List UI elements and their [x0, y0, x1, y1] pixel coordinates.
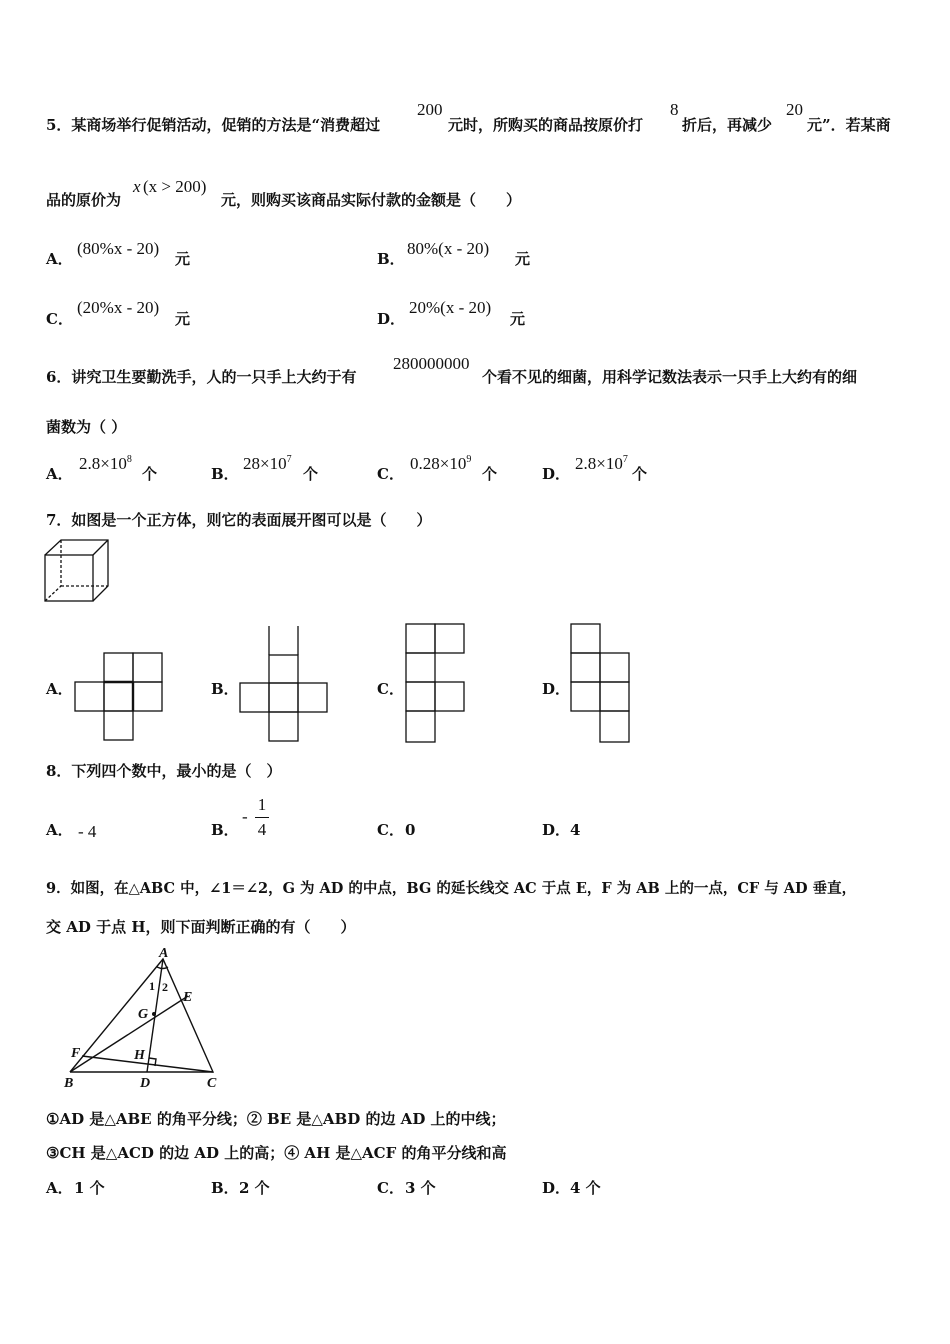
q7-net-b[interactable] — [239, 625, 329, 743]
q5-text-d: 元”．若某商 — [807, 116, 891, 134]
q7-question: 7．如图是一个正方体，则它的表面展开图可以是（ ） — [46, 511, 432, 529]
q5-option-a-label: A． — [46, 250, 73, 268]
q9-option-b-label: B． — [211, 1179, 239, 1197]
q8-option-b-den: 4 — [257, 820, 267, 839]
triangle-figure — [62, 944, 232, 1092]
q5-option-c-label: C． — [46, 310, 73, 328]
q9-option-c-label: C． — [377, 1179, 404, 1197]
q6-option-a-exp: 8 — [126, 454, 132, 465]
q6-option-b-unit: 个 — [303, 465, 319, 483]
fig-label-a: A — [159, 946, 169, 961]
q6-text-b: 个看不见的细菌，用科学记数法表示一只手上大约有的细 — [482, 368, 858, 386]
q6-option-c-base: 0.28×10 — [410, 454, 467, 473]
q7-option-a-label[interactable]: A． — [46, 680, 73, 698]
q9-statement-1: ①AD 是△ABE 的角平分线；② BE 是△ABD 的边 AD 上的中线； — [46, 1110, 506, 1128]
q8-option-c-label: C． — [377, 821, 404, 839]
q5-num-8: 8 — [670, 100, 679, 119]
q5-line2-a: 品的原价为 — [46, 191, 122, 209]
q5-option-c-expr: (20%x - 20) — [77, 298, 160, 317]
q6-text-a: 6．讲究卫生要勤洗手，人的一只手上大约于有 — [46, 368, 357, 386]
q6-option-a-base: 2.8×10 — [79, 454, 127, 473]
fig-label-f: F — [71, 1046, 81, 1061]
q5-num-200: 200 — [417, 100, 443, 119]
q7-option-b-label[interactable]: B． — [211, 680, 239, 698]
q8-option-d-value: 4 — [570, 821, 581, 839]
q5-text-b: 元时，所购买的商品按原价打 — [448, 116, 644, 134]
q7-net-a[interactable] — [74, 652, 164, 744]
q5-option-b-expr: 80%(x - 20) — [407, 239, 490, 258]
q6-number: 280000000 — [393, 354, 470, 373]
q6-line2: 菌数为（ ） — [46, 418, 127, 436]
q9-option-b-value: 2 个 — [239, 1179, 270, 1197]
q7-net-d[interactable] — [570, 623, 632, 745]
q9-option-d-label: D． — [542, 1179, 571, 1197]
q5-option-a-expr: (80%x - 20) — [77, 239, 160, 258]
q6-option-c-label: C． — [377, 465, 404, 483]
q6-option-d-unit: 个 — [632, 465, 648, 483]
q6-option-c-unit: 个 — [482, 465, 498, 483]
q6-option-b-base: 28×10 — [243, 454, 287, 473]
q8-option-d-label: D． — [542, 821, 571, 839]
fig-label-e: E — [183, 990, 193, 1005]
q8-question: 8．下列四个数中，最小的是（ ） — [46, 762, 282, 780]
fig-label-2: 2 — [162, 980, 168, 994]
q9-line2: 交 AD 于点 H，则下面判断正确的有（ ） — [46, 918, 356, 936]
fig-label-1: 1 — [149, 979, 155, 993]
q5-option-d-label: D． — [377, 310, 406, 328]
q7-net-c[interactable] — [405, 623, 467, 745]
q5-text-a: 5．某商场举行促销活动，促销的方法是“消费超过 — [46, 116, 381, 134]
q5-option-c-unit: 元 — [175, 310, 191, 328]
q5-line2-b: 元，则购买该商品实际付款的金额是（ ） — [221, 191, 522, 209]
q9-statement-2: ③CH 是△ACD 的边 AD 上的高；④ AH 是△ACF 的角平分线和高 — [46, 1144, 507, 1162]
q5-option-d-expr: 20%(x - 20) — [409, 298, 492, 317]
q5-num-20: 20 — [786, 100, 803, 119]
q5-option-b-unit: 元 — [515, 250, 531, 268]
q6-option-d-exp: 7 — [622, 454, 628, 465]
fig-label-b: B — [64, 1076, 74, 1091]
fig-label-c: C — [207, 1076, 217, 1091]
q8-option-b-sign: - — [242, 807, 248, 826]
cube-figure — [44, 538, 114, 604]
q6-option-a-label: A． — [46, 465, 73, 483]
q5-math-cond: (x > 200) — [143, 177, 207, 196]
q8-option-b-label: B． — [211, 821, 239, 839]
q6-option-c-exp: 9 — [466, 454, 472, 465]
q5-option-a-unit: 元 — [175, 250, 191, 268]
q8-option-b-num: 1 — [257, 795, 267, 814]
q5-math-x: x — [133, 177, 141, 196]
q7-option-c-label[interactable]: C． — [377, 680, 404, 698]
q8-option-c-value: 0 — [405, 821, 416, 839]
q7-option-d-label[interactable]: D． — [542, 680, 571, 698]
fig-label-h: H — [134, 1048, 145, 1063]
q6-option-d-base: 2.8×10 — [575, 454, 623, 473]
q9-option-a-value: 1 个 — [74, 1179, 105, 1197]
q5-option-b-label: B． — [377, 250, 405, 268]
q6-option-d-label: D． — [542, 465, 571, 483]
fig-label-g: G — [138, 1007, 149, 1022]
q6-option-b-exp: 7 — [286, 454, 292, 465]
q9-option-d-value: 4 个 — [570, 1179, 601, 1197]
fig-label-d: D — [140, 1076, 151, 1091]
q5-option-d-unit: 元 — [510, 310, 526, 328]
q9-option-a-label: A． — [46, 1179, 73, 1197]
q6-option-a-unit: 个 — [142, 465, 158, 483]
q5-text-c: 折后，再减少 — [682, 116, 773, 134]
q9-option-c-value: 3 个 — [405, 1179, 436, 1197]
q6-option-b-label: B． — [211, 465, 239, 483]
q8-option-a-value: - 4 — [78, 822, 97, 841]
q8-option-b-fraction — [254, 795, 270, 840]
q8-option-a-label: A． — [46, 821, 73, 839]
q9-line1: 9．如图，在△ABC 中，∠1＝∠2，G 为 AD 的中点，BG 的延长线交 AC 于点 E，F 为 AB 上的一点，CF 与 AD 垂直， — [46, 880, 857, 897]
